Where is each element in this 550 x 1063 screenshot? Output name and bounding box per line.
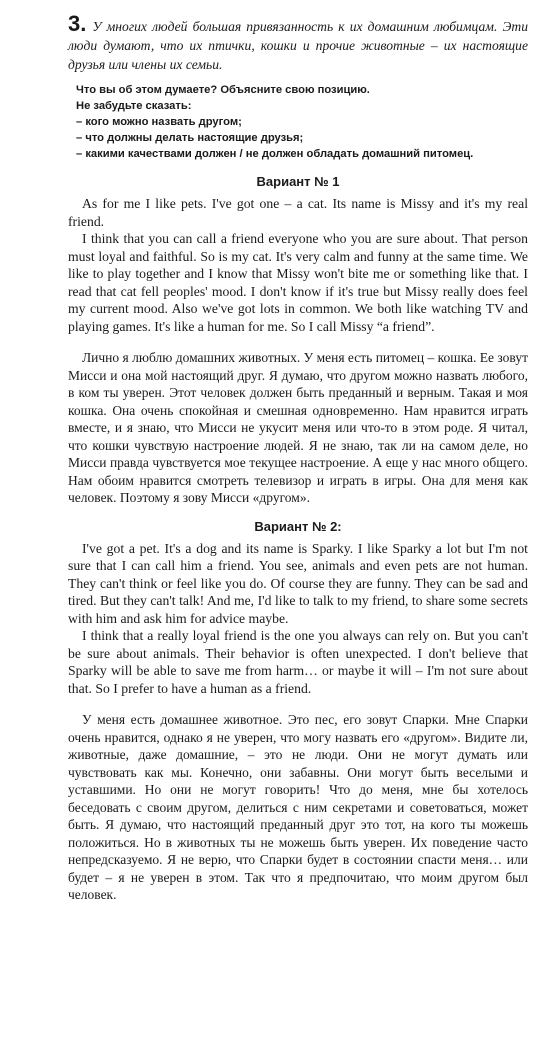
variant-1-en-paragraph: I think that you can call a friend everyone who you are sure about. That person must loyal and faithful. So is my cat. It's very calm and funny at the same time. We like to play together and I know that Missy won't bite me or something like that. I read that cat fell peoples' mood. I don't know if it's true but Missy really does feel my current mood. Also we've got lots in common. We both like watching TV and playing games. It's like a human for me. So I call Missy “a friend”.	[68, 231, 528, 334]
task-number: 3.	[68, 11, 87, 36]
instruction-line: – какими качествами должен / не должен обладать домашний питомец.	[76, 148, 474, 160]
task-text: У многих людей большая привязанность к их домашним любимцам. Эти люди думают, что их птички, кошки и прочие животные – их настоящие друзья или члены их семьи.	[68, 19, 528, 72]
task-instructions	[76, 82, 528, 162]
task-statement	[68, 11, 528, 74]
instruction-line: Не забудьте сказать:	[76, 100, 192, 112]
instruction-line: Что вы об этом думаете? Объясните свою позицию.	[76, 84, 370, 96]
variant-1-en-paragraph: As for me I like pets. I've got one – a cat. Its name is Missy and it's my real friend.	[68, 196, 528, 229]
variant-2-en-paragraph: I think that a really loyal friend is the one you always can rely on. But you can't be sure about animals. Their behavior is often unexpected. I don't believe that Sparky will be able to save me from harm… or maybe it will – I'm not sure about that. So I prefer to have a human as a friend.	[68, 628, 528, 696]
instruction-line: – кого можно назвать другом;	[76, 116, 242, 128]
variant-2-ru-paragraph: У меня есть домашнее животное. Это пес, его зовут Спарки. Мне Спарки очень нравится, однако я не уверен, что могу назвать его «другом». Видите ли, животные, даже домашние, – это не люди. Они не могут думать или чувствовать как мы. Конечно, они забавны. Они могут быть веселыми и уставшими. Но они не могут говорить! Что до меня, мне бы хотелось беседовать с своим другом, делиться с ним секретами и советоваться, может быть. Я думаю, что настоящий преданный друг это тот, на кого ты можешь положиться. Но в животных ты не можешь быть уверен. Их поведение часто непредсказуемо. Я не верю, что Спарки будет в состоянии спасти меня… или будет – я не уверен в этом. Так что я предпочитаю, что моим другом был человек.	[68, 712, 528, 902]
variant-2-en-paragraph: I've got a pet. It's a dog and its name is Sparky. I like Sparky a lot but I'm not sure that I can call him a friend. You see, animals and even pets are not human. They can't think or feel like you do. Of course they are funny. They can be sad and tired. But they can't talk! And me, I'd like to talk to my friend, to share some secrets with him and ask him for advice maybe.	[68, 540, 528, 626]
variant-1-ru-paragraph: Лично я люблю домашних животных. У меня есть питомец – кошка. Ее зовут Мисси и она мой настоящий друг. Я думаю, что другом можно назвать любого, в ком ты уверен. Этот человек должен быть преданный и верным. Такая и моя кошка. Она очень спокойная и смешная одновременно. Нам нравится играть вместе, и я знаю, что Мисси не укусит меня или что-то в этом роде. Я читал, что кошки чувствую настроение людей. Я не знаю, так ли на самом деле, но Мисси правда чувствуется мое текущее настроение. А еще у нас много общего. Нам обоим нравится смотреть телевизор и играть в игры. Она для меня как человек. Поэтому я зову Мисси «другом».	[68, 350, 528, 505]
instruction-line: – что должны делать настоящие друзья;	[76, 132, 304, 144]
variant-1-title: Вариант № 1	[256, 174, 340, 189]
variant-2-title: Вариант № 2:	[254, 518, 342, 534]
